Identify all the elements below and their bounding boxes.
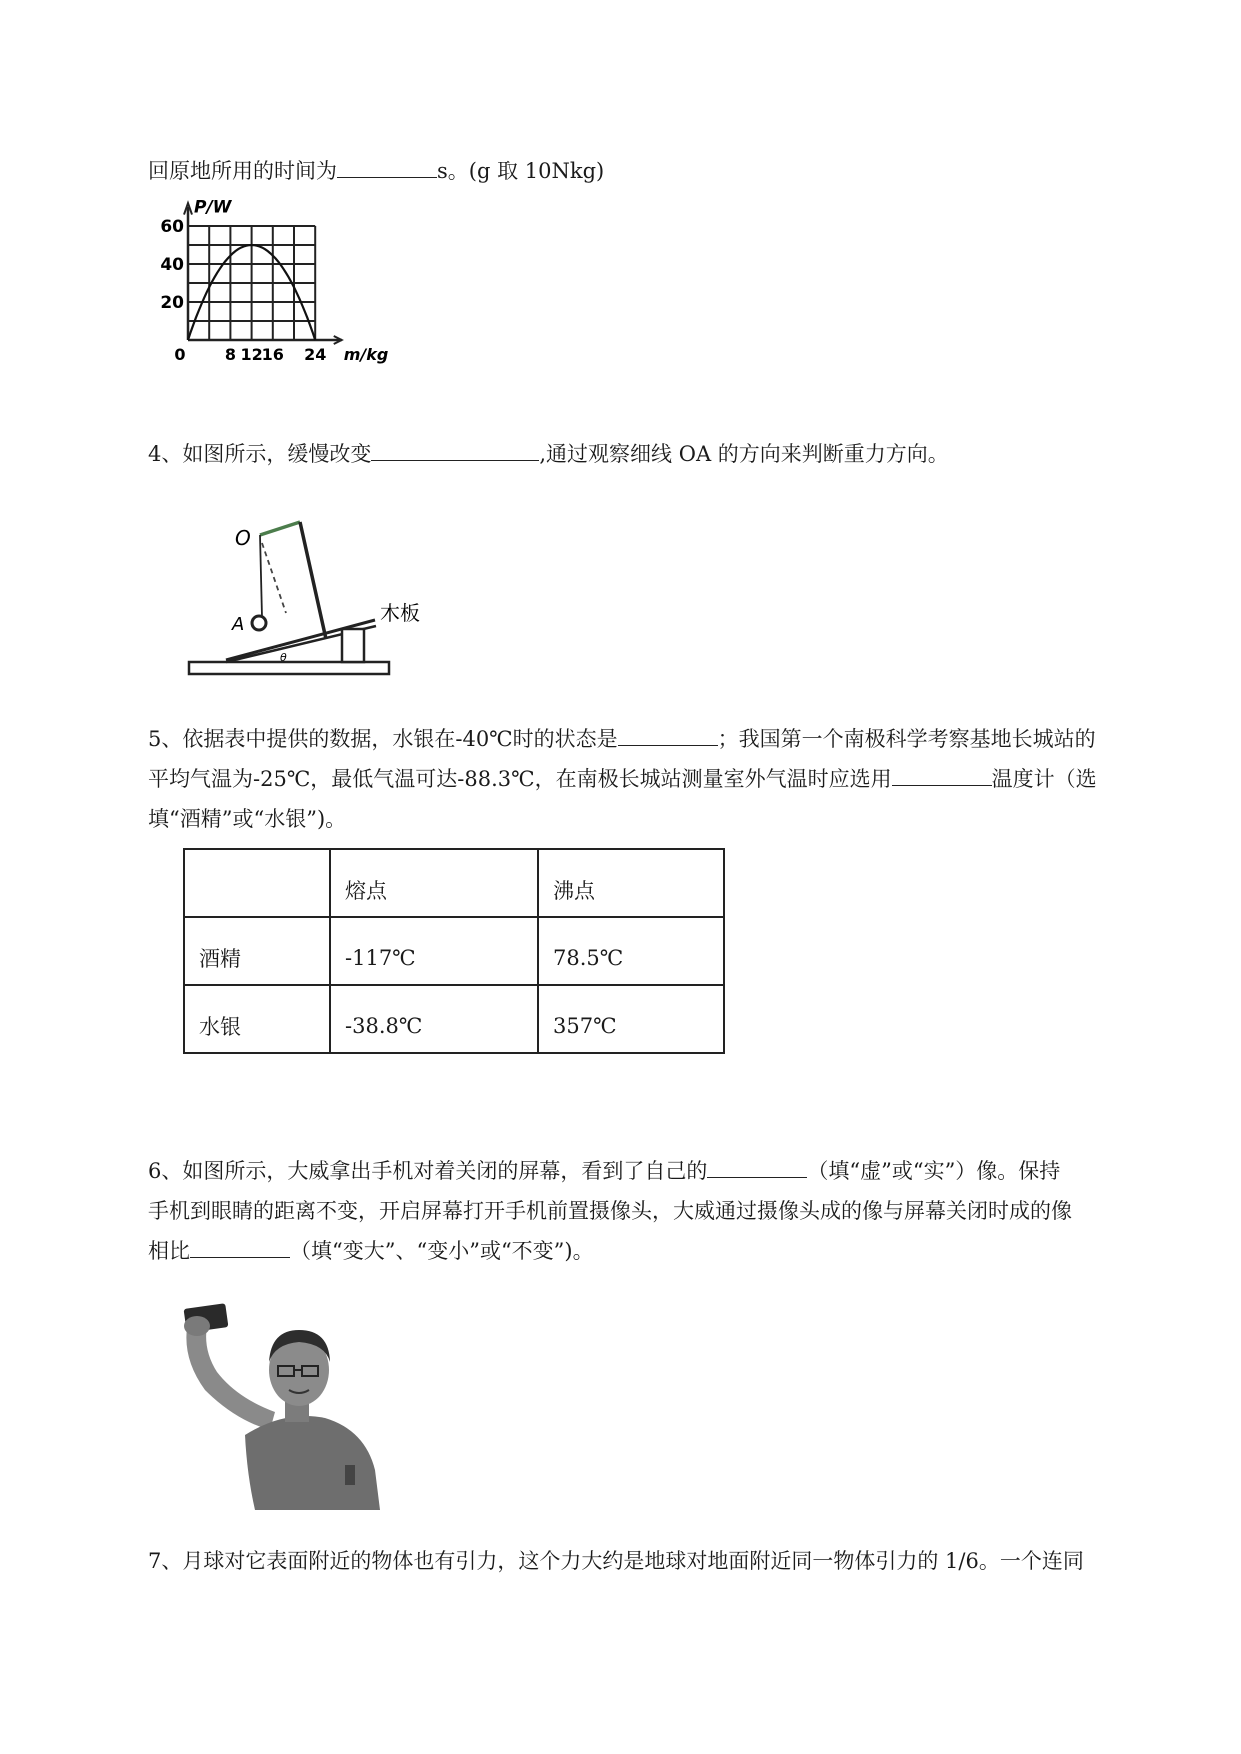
- q7-text: 7、月球对它表面附近的物体也有引力，这个力大约是地球对地面附近同一物体引力的 1/6。一个连同: [148, 1549, 1084, 1573]
- q5-line3: [148, 805, 346, 833]
- x-tick-label: 24: [304, 345, 327, 364]
- q6-line1: [148, 1157, 1060, 1185]
- table-header-cell: [184, 849, 330, 917]
- table-row: [184, 917, 724, 985]
- q5-line2: [148, 765, 1097, 793]
- q4-prefix: 4、如图所示，缓慢改变: [148, 442, 372, 466]
- string-oa: [260, 535, 262, 617]
- q6-line3-prefix: 相比: [148, 1239, 190, 1263]
- q4-line: [148, 440, 949, 468]
- gravity-direction-figure: [180, 505, 440, 685]
- table-header-cell: 熔点: [330, 849, 538, 917]
- table-cell: 78.5℃: [538, 917, 724, 985]
- q5-answer-blank-1[interactable]: [618, 725, 718, 746]
- weight-ball: [252, 616, 266, 630]
- chart-grid: [188, 226, 315, 340]
- x-axis-label: m/kg: [343, 345, 389, 364]
- q6-line1-suffix: （填“虚”或“实”）像。保持: [807, 1159, 1061, 1183]
- chart-axes: [184, 203, 342, 344]
- x-tick-label: 8: [224, 345, 236, 364]
- q6-line3-suffix: （填“变大”、“变小”或“不变”)。: [290, 1239, 594, 1263]
- table-header-row: [184, 849, 724, 917]
- q5-line1: [148, 725, 1096, 753]
- q4-answer-blank[interactable]: [371, 440, 539, 461]
- shirt: [245, 1416, 380, 1510]
- bracket-post: [300, 522, 326, 639]
- y-tick-label: 20: [160, 293, 184, 313]
- selfie-photo: [175, 1300, 395, 1510]
- q6-line1-prefix: 6、如图所示，大威拿出手机对着关闭的屏幕，看到了自己的: [148, 1159, 708, 1183]
- q6-line2: [148, 1197, 1072, 1225]
- bracket-arm: [260, 522, 300, 535]
- q6-answer-blank-2[interactable]: [190, 1237, 290, 1258]
- q5-answer-blank-2[interactable]: [892, 765, 992, 786]
- power-mass-chart: [160, 197, 440, 410]
- q7-line: [148, 1547, 1084, 1575]
- q6-line3: [148, 1237, 594, 1265]
- raised-arm: [186, 1326, 275, 1430]
- q5-line3-text: 填“酒精”或“水银”)。: [148, 807, 347, 831]
- q5-line2-prefix: 平均气温为-25℃，最低气温可达-88.3℃，在南极长城站测量室外气温时应选用: [148, 767, 892, 791]
- y-tick-label: 40: [160, 255, 184, 275]
- table-row: [184, 985, 724, 1053]
- q3-tail-text: 回原地所用的时间为: [148, 159, 337, 183]
- q5-line1-prefix: 5、依据表中提供的数据，水银在-40℃时的状态是: [148, 727, 618, 751]
- base-board: [189, 662, 389, 674]
- label-a: A: [232, 614, 245, 635]
- y-axis-label: P/W: [194, 197, 232, 218]
- table-cell: -38.8℃: [330, 985, 538, 1053]
- string-dashed: [262, 543, 286, 613]
- x-tick-label: 0: [174, 345, 186, 364]
- x-tick-label: 12: [240, 345, 263, 364]
- label-theta: θ: [280, 651, 287, 664]
- table-cell: 酒精: [184, 917, 330, 985]
- melting-boiling-table: [183, 848, 725, 1054]
- table-cell: -117℃: [330, 917, 538, 985]
- table-cell: 水银: [184, 985, 330, 1053]
- q6-line2-text: 手机到眼睛的距离不变，开启屏幕打开手机前置摄像头，大威通过摄像头成的像与屏幕关闭时成的像: [148, 1199, 1072, 1223]
- q3-answer-blank[interactable]: [337, 157, 437, 178]
- q5-line2-suffix: 温度计（选: [991, 767, 1097, 791]
- q3-tail-line: [148, 157, 604, 185]
- x-tick-label: 16: [261, 345, 284, 364]
- support-block: [342, 629, 364, 662]
- y-tick-label: 60: [160, 217, 184, 237]
- q3-unit-text: s。(g 取 10Nkg): [437, 159, 605, 183]
- table-cell: 357℃: [538, 985, 724, 1053]
- label-board: 木板: [380, 601, 420, 625]
- q5-line1-suffix: ；我国第一个南极科学考察基地长城站的: [717, 727, 1096, 751]
- label-o: O: [235, 526, 251, 550]
- q4-suffix: ,通过观察细线 OA 的方向来判断重力方向。: [539, 442, 949, 466]
- q6-answer-blank-1[interactable]: [707, 1157, 807, 1178]
- table-header-cell: 沸点: [538, 849, 724, 917]
